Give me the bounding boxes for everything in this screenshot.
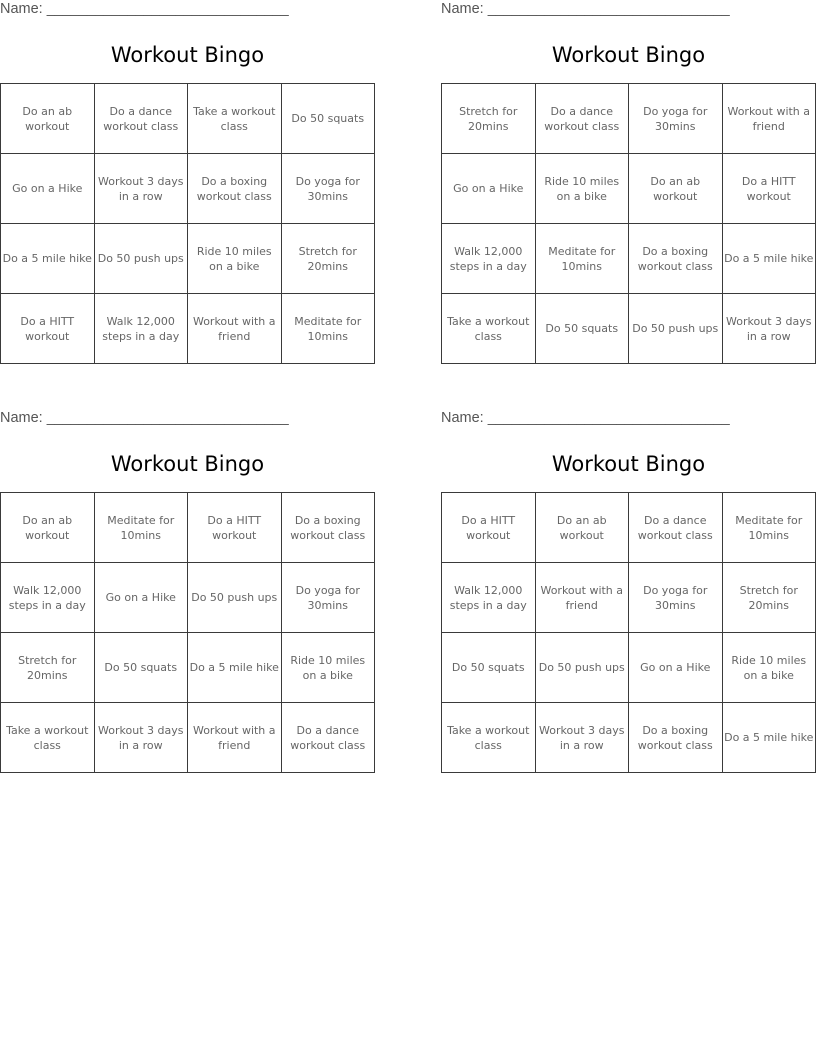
bingo-cell: Do 50 push ups <box>188 563 282 633</box>
bingo-grid <box>0 83 375 364</box>
bingo-cell: Do a boxing workout class <box>629 703 723 773</box>
card-title: Workout Bingo <box>110 43 265 67</box>
bingo-cell: Go on a Hike <box>629 633 723 703</box>
bingo-cell: Do 50 squats <box>94 633 188 703</box>
bingo-cell: Do a dance workout class <box>535 84 629 154</box>
bingo-card-2 <box>441 0 816 375</box>
bingo-cell: Do an ab workout <box>1 84 95 154</box>
bingo-cell: Workout with a friend <box>188 294 282 364</box>
bingo-cell: Go on a Hike <box>94 563 188 633</box>
bingo-cell: Meditate for 10mins <box>281 294 375 364</box>
bingo-cell: Do 50 squats <box>535 294 629 364</box>
bingo-cell: Do yoga for 30mins <box>281 154 375 224</box>
card-title: Workout Bingo <box>551 452 706 476</box>
bingo-cell: Ride 10 miles on a bike <box>281 633 375 703</box>
bingo-cell: Workout 3 days in a row <box>94 703 188 773</box>
bingo-cell: Take a workout class <box>188 84 282 154</box>
grid-row <box>1 703 375 773</box>
bingo-cell: Do a boxing workout class <box>188 154 282 224</box>
bingo-grid <box>0 492 375 773</box>
bingo-cell: Workout 3 days in a row <box>535 703 629 773</box>
bingo-cell: Do an ab workout <box>535 493 629 563</box>
bingo-cell: Meditate for 10mins <box>722 493 816 563</box>
bingo-cell: Ride 10 miles on a bike <box>188 224 282 294</box>
bingo-cell: Walk 12,000 steps in a day <box>94 294 188 364</box>
name-field[interactable]: Name: ______________________________ <box>0 1 289 17</box>
grid-row <box>1 84 375 154</box>
bingo-cell: Stretch for 20mins <box>722 563 816 633</box>
bingo-cell: Workout with a friend <box>722 84 816 154</box>
bingo-cell: Do a HITT workout <box>1 294 95 364</box>
bingo-cell: Ride 10 miles on a bike <box>535 154 629 224</box>
grid-row <box>1 154 375 224</box>
bingo-grid <box>441 83 816 364</box>
bingo-cell: Do 50 push ups <box>94 224 188 294</box>
bingo-cell: Workout 3 days in a row <box>722 294 816 364</box>
name-field[interactable]: Name: ______________________________ <box>0 410 289 426</box>
bingo-cell: Take a workout class <box>1 703 95 773</box>
bingo-card-3 <box>0 409 375 784</box>
bingo-cell: Do an ab workout <box>1 493 95 563</box>
bingo-cell: Take a workout class <box>442 703 536 773</box>
bingo-cell: Meditate for 10mins <box>94 493 188 563</box>
grid-row <box>1 493 375 563</box>
name-field[interactable]: Name: ______________________________ <box>441 410 730 426</box>
bingo-cell: Workout with a friend <box>188 703 282 773</box>
bingo-cell: Stretch for 20mins <box>1 633 95 703</box>
grid-row <box>1 224 375 294</box>
bingo-cell: Walk 12,000 steps in a day <box>442 563 536 633</box>
bingo-cell: Do a boxing workout class <box>629 224 723 294</box>
grid-row <box>442 294 816 364</box>
grid-row <box>1 563 375 633</box>
grid-row <box>442 224 816 294</box>
bingo-cell: Do a dance workout class <box>281 703 375 773</box>
bingo-cell: Do 50 push ups <box>629 294 723 364</box>
grid-row <box>442 84 816 154</box>
bingo-cell: Stretch for 20mins <box>442 84 536 154</box>
bingo-cell: Workout with a friend <box>535 563 629 633</box>
grid-row <box>442 633 816 703</box>
card-title: Workout Bingo <box>551 43 706 67</box>
bingo-cell: Do 50 squats <box>442 633 536 703</box>
grid-row <box>442 154 816 224</box>
bingo-cell: Go on a Hike <box>442 154 536 224</box>
bingo-cell: Do a dance workout class <box>94 84 188 154</box>
grid-row <box>442 703 816 773</box>
bingo-cell: Do an ab workout <box>629 154 723 224</box>
bingo-cell: Do a 5 mile hike <box>722 703 816 773</box>
bingo-cell: Do a dance workout class <box>629 493 723 563</box>
bingo-cell: Workout 3 days in a row <box>94 154 188 224</box>
bingo-cell: Ride 10 miles on a bike <box>722 633 816 703</box>
bingo-cell: Do 50 push ups <box>535 633 629 703</box>
bingo-cell: Walk 12,000 steps in a day <box>442 224 536 294</box>
bingo-grid <box>441 492 816 773</box>
bingo-cell: Do yoga for 30mins <box>281 563 375 633</box>
bingo-card-1 <box>0 0 375 375</box>
bingo-cell: Do a HITT workout <box>188 493 282 563</box>
bingo-cell: Do a 5 mile hike <box>722 224 816 294</box>
grid-row <box>1 633 375 703</box>
grid-row <box>442 563 816 633</box>
bingo-cell: Do a HITT workout <box>722 154 816 224</box>
bingo-card-4 <box>441 409 816 784</box>
bingo-cell: Take a workout class <box>442 294 536 364</box>
bingo-cell: Go on a Hike <box>1 154 95 224</box>
bingo-cell: Stretch for 20mins <box>281 224 375 294</box>
name-field[interactable]: Name: ______________________________ <box>441 1 730 17</box>
bingo-cell: Do a HITT workout <box>442 493 536 563</box>
bingo-cell: Do a 5 mile hike <box>1 224 95 294</box>
bingo-cell: Walk 12,000 steps in a day <box>1 563 95 633</box>
bingo-cell: Do yoga for 30mins <box>629 84 723 154</box>
bingo-cell: Do a boxing workout class <box>281 493 375 563</box>
grid-row <box>1 294 375 364</box>
bingo-cell: Do a 5 mile hike <box>188 633 282 703</box>
bingo-cell: Do yoga for 30mins <box>629 563 723 633</box>
bingo-cell: Do 50 squats <box>281 84 375 154</box>
grid-row <box>442 493 816 563</box>
card-title: Workout Bingo <box>110 452 265 476</box>
bingo-cell: Meditate for 10mins <box>535 224 629 294</box>
